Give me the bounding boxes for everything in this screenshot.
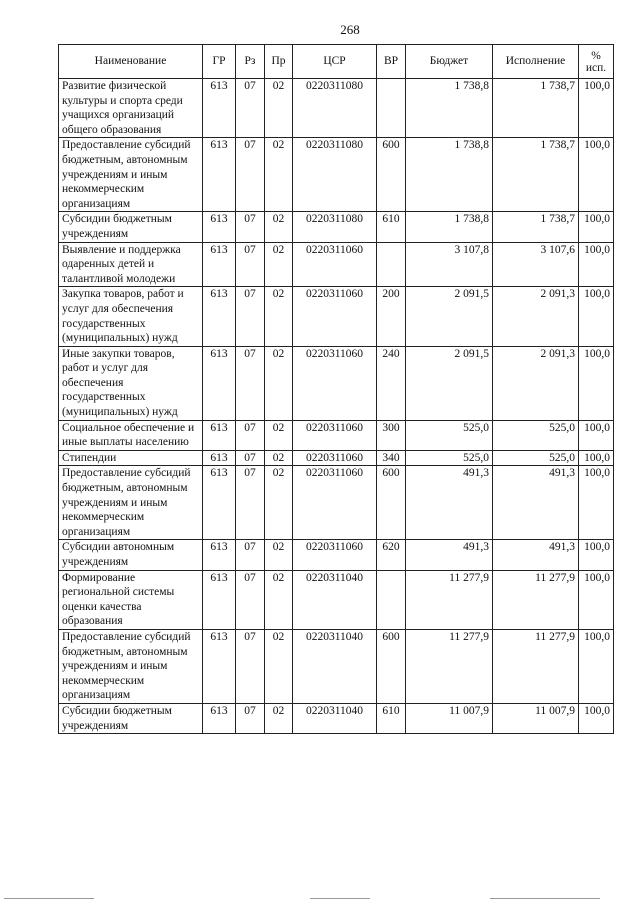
row-name: Стипендии <box>59 450 203 466</box>
row-pr: 02 <box>265 570 293 629</box>
row-vr <box>377 79 406 138</box>
footer-rule-middle <box>310 898 370 899</box>
header-rz: Рз <box>236 45 265 79</box>
table-row <box>59 138 614 212</box>
row-execution: 11 277,9 <box>493 570 579 629</box>
row-percent: 100,0 <box>579 703 614 733</box>
row-percent: 100,0 <box>579 287 614 346</box>
row-gr: 613 <box>203 629 236 703</box>
row-pr: 02 <box>265 138 293 212</box>
footer-rule-left <box>4 898 94 899</box>
row-budget: 491,3 <box>406 466 493 540</box>
row-gr: 613 <box>203 570 236 629</box>
header-gr: ГР <box>203 45 236 79</box>
row-percent: 100,0 <box>579 79 614 138</box>
row-gr: 613 <box>203 79 236 138</box>
row-pr: 02 <box>265 450 293 466</box>
row-gr: 613 <box>203 287 236 346</box>
page-number: 268 <box>340 22 360 37</box>
row-rz: 07 <box>236 287 265 346</box>
row-execution: 525,0 <box>493 420 579 450</box>
row-percent: 100,0 <box>579 629 614 703</box>
row-vr <box>377 242 406 287</box>
row-name: Иные закупки товаров, работ и услуг для обеспечения государственных (муниципальных) нужд <box>59 346 203 420</box>
row-budget: 3 107,8 <box>406 242 493 287</box>
row-pr: 02 <box>265 79 293 138</box>
row-csr: 0220311060 <box>293 466 377 540</box>
row-pr: 02 <box>265 540 293 570</box>
row-execution: 2 091,3 <box>493 346 579 420</box>
row-rz: 07 <box>236 703 265 733</box>
row-rz: 07 <box>236 346 265 420</box>
row-csr: 0220311040 <box>293 629 377 703</box>
row-rz: 07 <box>236 138 265 212</box>
row-rz: 07 <box>236 629 265 703</box>
row-gr: 613 <box>203 138 236 212</box>
row-gr: 613 <box>203 703 236 733</box>
row-execution: 11 277,9 <box>493 629 579 703</box>
row-execution: 3 107,6 <box>493 242 579 287</box>
row-pr: 02 <box>265 420 293 450</box>
row-gr: 613 <box>203 450 236 466</box>
row-budget: 2 091,5 <box>406 287 493 346</box>
table-header-row <box>59 45 614 79</box>
row-name: Формирование региональной системы оценки качества образования <box>59 570 203 629</box>
header-name: Наименование <box>59 45 203 79</box>
row-execution: 525,0 <box>493 450 579 466</box>
header-percent-label: исп. <box>585 61 607 74</box>
table-row <box>59 703 614 733</box>
budget-table <box>58 44 614 734</box>
row-vr: 600 <box>377 138 406 212</box>
table-row <box>59 629 614 703</box>
row-pr: 02 <box>265 703 293 733</box>
row-budget: 11 277,9 <box>406 570 493 629</box>
row-csr: 0220311060 <box>293 450 377 466</box>
row-vr: 200 <box>377 287 406 346</box>
row-execution: 491,3 <box>493 540 579 570</box>
row-execution: 2 091,3 <box>493 287 579 346</box>
table-row <box>59 570 614 629</box>
row-name: Предоставление субсидий бюджетным, автономным учреждениям и иным некоммерческим организациям <box>59 629 203 703</box>
row-vr: 610 <box>377 703 406 733</box>
row-rz: 07 <box>236 540 265 570</box>
row-pr: 02 <box>265 629 293 703</box>
row-budget: 11 007,9 <box>406 703 493 733</box>
row-name: Субсидии бюджетным учреждениям <box>59 703 203 733</box>
row-csr: 0220311060 <box>293 540 377 570</box>
row-vr: 240 <box>377 346 406 420</box>
row-pr: 02 <box>265 212 293 242</box>
row-csr: 0220311040 <box>293 570 377 629</box>
row-pr: 02 <box>265 466 293 540</box>
row-csr: 0220311060 <box>293 287 377 346</box>
row-rz: 07 <box>236 450 265 466</box>
row-budget: 1 738,8 <box>406 79 493 138</box>
header-percent-symbol: % <box>591 49 601 62</box>
row-budget: 491,3 <box>406 540 493 570</box>
row-gr: 613 <box>203 466 236 540</box>
row-rz: 07 <box>236 242 265 287</box>
row-gr: 613 <box>203 242 236 287</box>
row-gr: 613 <box>203 212 236 242</box>
row-percent: 100,0 <box>579 450 614 466</box>
header-percent <box>579 45 614 79</box>
table-row <box>59 346 614 420</box>
row-csr: 0220311080 <box>293 79 377 138</box>
table-row <box>59 242 614 287</box>
table-row <box>59 466 614 540</box>
table-row <box>59 287 614 346</box>
row-percent: 100,0 <box>579 540 614 570</box>
row-vr: 600 <box>377 466 406 540</box>
row-budget: 525,0 <box>406 450 493 466</box>
row-percent: 100,0 <box>579 466 614 540</box>
row-gr: 613 <box>203 540 236 570</box>
row-execution: 1 738,7 <box>493 212 579 242</box>
row-rz: 07 <box>236 79 265 138</box>
row-budget: 11 277,9 <box>406 629 493 703</box>
row-budget: 525,0 <box>406 420 493 450</box>
row-rz: 07 <box>236 420 265 450</box>
row-pr: 02 <box>265 242 293 287</box>
row-name: Закупка товаров, работ и услуг для обеспечения государственных (муниципальных) нужд <box>59 287 203 346</box>
row-percent: 100,0 <box>579 138 614 212</box>
row-rz: 07 <box>236 466 265 540</box>
table-row <box>59 79 614 138</box>
row-percent: 100,0 <box>579 570 614 629</box>
row-vr: 610 <box>377 212 406 242</box>
table-row <box>59 212 614 242</box>
row-vr: 340 <box>377 450 406 466</box>
row-execution: 1 738,7 <box>493 138 579 212</box>
row-vr: 300 <box>377 420 406 450</box>
table-row <box>59 420 614 450</box>
row-rz: 07 <box>236 212 265 242</box>
row-vr: 620 <box>377 540 406 570</box>
row-csr: 0220311060 <box>293 420 377 450</box>
row-name: Предоставление субсидий бюджетным, автономным учреждениям и иным некоммерческим организациям <box>59 138 203 212</box>
row-pr: 02 <box>265 346 293 420</box>
row-vr <box>377 570 406 629</box>
row-execution: 491,3 <box>493 466 579 540</box>
row-percent: 100,0 <box>579 420 614 450</box>
row-csr: 0220311080 <box>293 212 377 242</box>
footer-rule-right <box>490 898 600 899</box>
row-gr: 613 <box>203 346 236 420</box>
row-name: Предоставление субсидий бюджетным, автономным учреждениям и иным некоммерческим организациям <box>59 466 203 540</box>
row-csr: 0220311040 <box>293 703 377 733</box>
row-percent: 100,0 <box>579 242 614 287</box>
row-gr: 613 <box>203 420 236 450</box>
header-pr: Пр <box>265 45 293 79</box>
row-vr: 600 <box>377 629 406 703</box>
header-execution: Исполнение <box>493 45 579 79</box>
table-row <box>59 540 614 570</box>
row-name: Социальное обеспечение и иные выплаты населению <box>59 420 203 450</box>
row-execution: 11 007,9 <box>493 703 579 733</box>
header-vr: ВР <box>377 45 406 79</box>
row-csr: 0220311060 <box>293 346 377 420</box>
row-name: Субсидии бюджетным учреждениям <box>59 212 203 242</box>
row-csr: 0220311060 <box>293 242 377 287</box>
row-rz: 07 <box>236 570 265 629</box>
row-budget: 2 091,5 <box>406 346 493 420</box>
row-budget: 1 738,8 <box>406 212 493 242</box>
row-execution: 1 738,7 <box>493 79 579 138</box>
row-budget: 1 738,8 <box>406 138 493 212</box>
row-pr: 02 <box>265 287 293 346</box>
header-budget: Бюджет <box>406 45 493 79</box>
table-row <box>59 450 614 466</box>
header-csr: ЦСР <box>293 45 377 79</box>
row-csr: 0220311080 <box>293 138 377 212</box>
row-name: Развитие физической культуры и спорта среди учащихся организаций общего образования <box>59 79 203 138</box>
row-percent: 100,0 <box>579 346 614 420</box>
row-name: Субсидии автономным учреждениям <box>59 540 203 570</box>
row-name: Выявление и поддержка одаренных детей и талантливой молодежи <box>59 242 203 287</box>
row-percent: 100,0 <box>579 212 614 242</box>
